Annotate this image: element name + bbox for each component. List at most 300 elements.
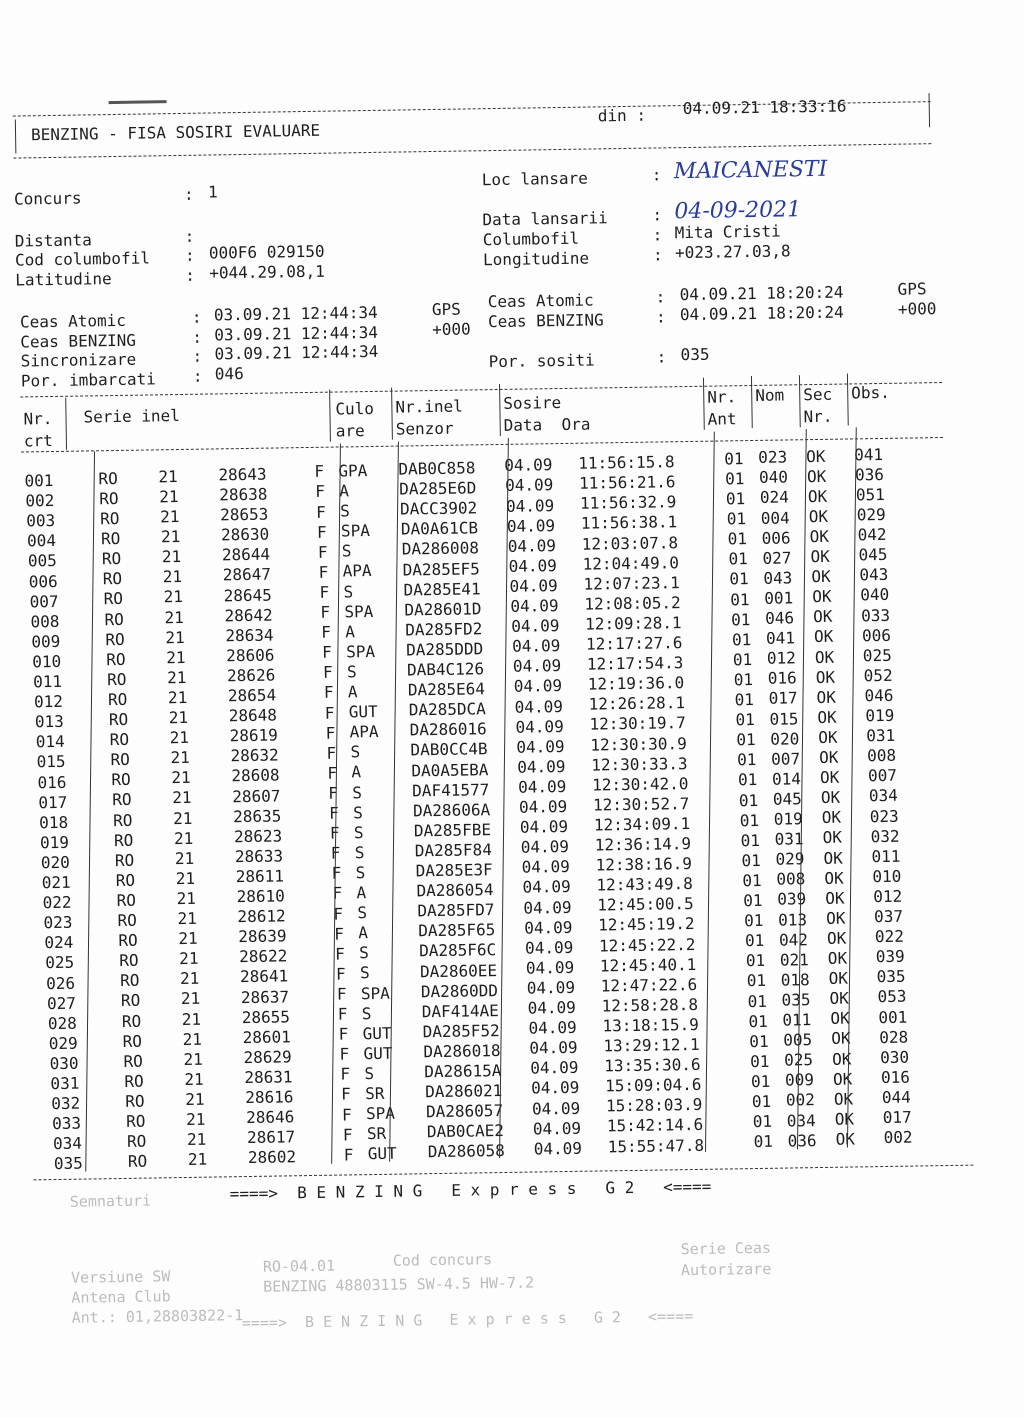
- table-cell: 014: [771, 769, 802, 789]
- table-cell: GUT: [362, 1023, 392, 1043]
- info-separator: :: [651, 165, 662, 185]
- table-cell: 014: [35, 732, 65, 752]
- table-cell: 21: [173, 828, 194, 848]
- table-cell: 12:45:40.1: [599, 954, 697, 976]
- table-cell: 28631: [244, 1067, 293, 1087]
- faint-version-value: RO-04.01: [262, 1256, 336, 1276]
- faint-brand: ====> B E N Z I N G E x p r e s s G 2 <====: [241, 1307, 694, 1333]
- table-cell: GUT: [363, 1043, 393, 1064]
- table-cell: S: [350, 742, 361, 762]
- table-cell: 020: [40, 852, 70, 873]
- table-cell: 21: [167, 687, 188, 708]
- table-cell: 022: [874, 926, 905, 947]
- table-cell: 041: [765, 628, 796, 648]
- table-cell: 04.09: [505, 475, 554, 496]
- table-cell: 04.09: [532, 1118, 582, 1139]
- table-cell: 04.09: [507, 535, 557, 556]
- table-cell: 053: [877, 987, 907, 1007]
- table-cell: F: [319, 582, 330, 602]
- table-cell: 01: [726, 509, 747, 529]
- table-cell: OK: [816, 687, 837, 707]
- table-cell: 046: [864, 685, 894, 706]
- table-cell: F: [318, 562, 329, 582]
- table-cell: 010: [32, 651, 62, 672]
- table-cell: 031: [774, 829, 804, 849]
- table-cell: 01: [742, 870, 762, 891]
- table-cell: DA285FD2: [405, 619, 483, 640]
- table-cell: 002: [785, 1090, 815, 1111]
- table-cell: 21: [187, 1149, 208, 1170]
- table-cell: 013: [34, 712, 64, 732]
- clock-label: Ceas Atomic: [19, 310, 127, 332]
- table-cell: 12:30:19.7: [589, 713, 687, 735]
- table-cell: 01: [738, 790, 759, 810]
- column-header-sec-nr: Sec: [803, 384, 833, 404]
- table-cell: 001: [24, 470, 54, 491]
- table-cell: 01: [743, 890, 763, 911]
- column-header-culoare-line2: are: [335, 421, 365, 441]
- table-cell: 030: [49, 1053, 79, 1074]
- table-cell: OK: [806, 466, 827, 486]
- table-cell: 28639: [238, 926, 287, 947]
- clock-value: 046: [214, 363, 244, 384]
- table-cell: 025: [862, 645, 892, 666]
- table-cell: OK: [818, 727, 838, 747]
- table-cell: 01: [724, 469, 745, 489]
- table-cell: 01: [731, 629, 752, 650]
- table-cell: 045: [772, 789, 802, 809]
- table-cell: RO: [120, 991, 141, 1011]
- table-cell: 041: [854, 444, 884, 465]
- table-cell: 031: [50, 1073, 80, 1094]
- table-cell: 04.09: [525, 957, 575, 978]
- table-cell: 01: [732, 649, 753, 670]
- column-header-nr-crt-line2: crt: [23, 430, 53, 451]
- table-cell: DA286057: [425, 1101, 504, 1122]
- table-cell: DA286054: [416, 880, 494, 901]
- header-date-label: din :: [597, 105, 647, 126]
- table-cell: 032: [870, 826, 900, 846]
- table-cell: F: [331, 863, 342, 884]
- table-cell: RO: [113, 810, 133, 830]
- table-cell: 21: [178, 928, 198, 949]
- column-header-sosire: Sosire: [503, 393, 562, 414]
- table-cell: GPA: [338, 461, 368, 481]
- table-cell: 029: [856, 504, 886, 525]
- table-cell: 28626: [226, 665, 276, 686]
- column-header-sec-nr-line2: Nr.: [803, 406, 833, 426]
- table-cell: 04.09: [509, 576, 558, 596]
- table-cell: OK: [817, 707, 837, 727]
- table-cell: 01: [725, 489, 746, 509]
- table-cell: DA0A5EBA: [411, 759, 489, 780]
- table-cell: 21: [169, 728, 190, 748]
- table-cell: 011: [871, 846, 901, 866]
- table-cell: 12:38:16.9: [595, 854, 693, 875]
- table-cell: OK: [828, 968, 849, 988]
- faint-contest-code: Cod concurs: [392, 1250, 493, 1270]
- table-cell: 032: [51, 1093, 81, 1114]
- info-value: +044.29.08,1: [209, 261, 325, 283]
- info-label: Concurs: [13, 188, 82, 209]
- table-cell: 04.09: [513, 676, 563, 697]
- table-cell: F: [322, 642, 332, 663]
- column-header-nr-inel-senzor-line2: Senzor: [395, 418, 454, 439]
- table-cell: 13:29:12.1: [603, 1034, 700, 1056]
- table-cell: 11:56:21.6: [579, 472, 676, 493]
- column-divider: [499, 384, 501, 436]
- table-cell: 007: [771, 749, 801, 769]
- table-cell: DA285FBE: [413, 819, 492, 841]
- table-cell: 21: [179, 969, 200, 989]
- table-cell: 21: [163, 587, 184, 607]
- table-cell: 04.09: [515, 716, 564, 737]
- table-cell: 15:09:04.6: [604, 1075, 702, 1096]
- table-cell: 035: [876, 966, 906, 987]
- table-cell: 12:26:28.1: [588, 693, 686, 714]
- table-cell: S: [357, 903, 368, 923]
- table-cell: RO: [106, 669, 127, 689]
- table-cell: 052: [863, 665, 893, 686]
- clock-separator: :: [656, 347, 667, 367]
- table-cell: S: [343, 581, 354, 602]
- table-cell: 21: [160, 527, 181, 547]
- table-cell: 04.09: [512, 656, 562, 677]
- table-cell: 011: [782, 1010, 812, 1030]
- table-cell: 04.09: [527, 997, 577, 1018]
- table-cell: 044: [881, 1087, 911, 1107]
- table-cell: SPA: [340, 521, 371, 541]
- table-cell: OK: [824, 868, 844, 888]
- table-cell: OK: [814, 647, 835, 667]
- table-cell: 008: [776, 869, 806, 890]
- table-cell: 12:43:49.8: [596, 874, 693, 895]
- column-divider: [391, 388, 393, 440]
- table-cell: F: [337, 1004, 348, 1024]
- table-cell: 15:28:03.9: [605, 1095, 703, 1116]
- table-cell: 12:19:36.0: [587, 673, 685, 694]
- table-cell: 027: [46, 993, 77, 1013]
- info-value: +023.27.03,8: [674, 241, 791, 263]
- table-cell: 28646: [245, 1107, 295, 1128]
- table-cell: 046: [765, 608, 795, 628]
- table-cell: 037: [873, 906, 904, 927]
- table-cell: F: [321, 622, 332, 642]
- table-cell: 034: [52, 1133, 83, 1154]
- table-cell: 034: [786, 1110, 816, 1131]
- table-cell: 04.09: [530, 1058, 579, 1078]
- table-cell: 040: [860, 585, 890, 605]
- table-cell: A: [339, 481, 350, 501]
- table-cell: F: [335, 964, 346, 984]
- table-cell: 008: [30, 611, 60, 632]
- table-cell: 006: [28, 571, 58, 591]
- table-cell: 028: [879, 1027, 909, 1047]
- table-cell: 12:30:33.3: [591, 753, 688, 775]
- table-cell: 12:17:27.6: [585, 633, 683, 654]
- table-cell: 035: [53, 1154, 83, 1174]
- table-cell: 28606: [226, 645, 275, 666]
- table-cell: 043: [859, 565, 889, 585]
- info-separator: :: [652, 245, 663, 265]
- table-cell: DA285F52: [422, 1020, 500, 1042]
- table-cell: RO: [115, 870, 136, 890]
- info-label: Cod columbofil: [14, 248, 151, 270]
- table-cell: F: [342, 1125, 353, 1145]
- table-cell: OK: [832, 1049, 852, 1069]
- table-cell: 026: [45, 973, 76, 993]
- table-cell: 042: [857, 525, 887, 545]
- clock-separator: :: [192, 346, 203, 366]
- table-cell: 004: [26, 531, 57, 551]
- table-cell: DA285E3F: [415, 860, 493, 881]
- table-cell: 28647: [222, 564, 272, 585]
- table-cell: F: [317, 542, 328, 562]
- column-header-nom: Nom: [755, 385, 785, 406]
- clock-separator: :: [191, 307, 202, 327]
- table-cell: SPA: [346, 641, 376, 662]
- table-cell: 04.09: [516, 736, 565, 757]
- table-cell: SR: [366, 1124, 387, 1144]
- column-header-serie-inel: Serie inel: [83, 406, 180, 427]
- table-cell: F: [341, 1084, 352, 1105]
- table-cell: F: [315, 482, 326, 502]
- table-cell: S: [341, 541, 352, 561]
- table-cell: 28655: [241, 1006, 291, 1027]
- table-cell: RO: [106, 649, 126, 669]
- table-cell: DA285E64: [407, 679, 486, 700]
- table-cell: 01: [749, 1031, 769, 1051]
- table-cell: RO: [102, 569, 123, 589]
- column-header-nr-inel-senzor: Nr.inel: [395, 396, 463, 417]
- column-header-nr-ant: Nr.: [707, 387, 737, 407]
- info-label: Latitudine: [15, 269, 112, 290]
- table-cell: S: [352, 782, 363, 802]
- table-cell: OK: [833, 1089, 854, 1109]
- table-cell: GUT: [348, 702, 378, 722]
- table-cell: 28642: [224, 605, 273, 625]
- clock-separator: :: [192, 327, 203, 347]
- table-cell: 04.09: [521, 857, 570, 878]
- table-cell: 011: [33, 671, 63, 692]
- table-cell: 21: [181, 1009, 202, 1029]
- table-cell: 04.09: [524, 917, 573, 938]
- info-separator: :: [185, 265, 196, 285]
- faint-antenna-label: Antena Club: [71, 1287, 171, 1307]
- table-cell: 11:56:38.1: [580, 512, 678, 534]
- table-cell: DAB4C126: [406, 659, 485, 680]
- table-cell: DA28606A: [412, 799, 491, 821]
- column-header-nr-ant-line2: Ant: [707, 409, 737, 429]
- table-cell: 04.09: [524, 937, 574, 958]
- table-cell: F: [332, 883, 343, 904]
- table-cell: 21: [166, 667, 187, 688]
- table-cell: RO: [114, 850, 135, 870]
- table-cell: 036: [854, 464, 885, 485]
- clock-value: 03.09.21 12:44:34: [213, 302, 378, 325]
- table-cell: DA285FD7: [417, 900, 495, 921]
- table-cell: 21: [171, 768, 191, 788]
- table-cell: 21: [158, 466, 178, 487]
- table-cell: 21: [159, 486, 179, 507]
- table-cell: OK: [822, 828, 843, 848]
- table-cell: OK: [807, 486, 828, 506]
- table-cell: RO: [107, 689, 128, 710]
- table-cell: 12:30:42.0: [591, 773, 689, 795]
- table-cell: 04.09: [505, 495, 555, 516]
- table-cell: SPA: [344, 601, 374, 622]
- table-cell: F: [335, 944, 345, 964]
- table-cell: 035: [781, 990, 811, 1010]
- table-cell: OK: [825, 888, 845, 908]
- table-cell: DA285F84: [414, 840, 493, 861]
- info-separator: :: [652, 225, 663, 245]
- table-cell: 04.09: [529, 1038, 578, 1058]
- table-cell: F: [341, 1104, 352, 1125]
- table-cell: OK: [813, 627, 834, 647]
- table-cell: 21: [173, 808, 193, 828]
- table-cell: 04.09: [522, 877, 571, 898]
- table-cell: DAF41577: [412, 779, 490, 801]
- table-cell: 04.09: [531, 1098, 581, 1119]
- table-cell: S: [359, 943, 369, 963]
- table-cell: 034: [868, 786, 898, 806]
- table-cell: 12:45:00.5: [597, 894, 694, 915]
- table-cell: 007: [867, 766, 898, 786]
- table-cell: 01: [724, 448, 744, 469]
- table-cell: OK: [812, 586, 832, 607]
- table-cell: DA2860DD: [420, 980, 499, 1001]
- clock-separator: :: [655, 287, 666, 307]
- table-cell: 12:08:05.2: [584, 592, 681, 614]
- table-cell: 04.09: [519, 817, 569, 837]
- table-cell: DA286021: [425, 1081, 503, 1102]
- table-cell: 28632: [230, 745, 279, 766]
- table-cell: 002: [25, 491, 55, 511]
- column-divider: [329, 390, 331, 442]
- info-label: Distanta: [14, 230, 92, 251]
- table-cell: 007: [29, 591, 59, 611]
- table-cell: 12:03:07.8: [581, 532, 679, 554]
- table-cell: 28637: [240, 986, 290, 1007]
- table-cell: 005: [783, 1030, 813, 1050]
- table-cell: 01: [750, 1071, 771, 1092]
- table-cell: 009: [784, 1070, 815, 1090]
- table-cell: 01: [747, 991, 768, 1011]
- clock-label: Ceas BENZING: [20, 330, 137, 352]
- table-cell: 005: [27, 551, 58, 571]
- table-cell: 016: [880, 1067, 911, 1087]
- table-cell: A: [358, 923, 369, 943]
- table-cell: SR: [365, 1083, 385, 1104]
- table-cell: 039: [875, 946, 905, 967]
- table-cell: 28643: [218, 464, 267, 485]
- table-cell: RO: [121, 1011, 142, 1031]
- table-cell: 031: [866, 725, 896, 746]
- table-cell: 016: [767, 668, 797, 689]
- table-cell: 11:56:32.9: [579, 492, 677, 514]
- table-cell: F: [340, 1064, 351, 1084]
- table-cell: OK: [806, 446, 826, 466]
- table-cell: RO: [125, 1091, 145, 1111]
- table-cell: 016: [37, 772, 67, 792]
- info-label: Loc lansare: [481, 168, 588, 190]
- table-cell: RO: [110, 750, 131, 770]
- table-cell: 15:55:47.8: [607, 1135, 705, 1156]
- table-cell: OK: [810, 546, 830, 567]
- faint-version-label: Versiune SW: [70, 1267, 171, 1287]
- table-cell: 01: [752, 1111, 773, 1132]
- table-cell: DA28601D: [404, 598, 482, 620]
- table-cell: OK: [808, 506, 829, 526]
- table-cell: F: [336, 984, 347, 1004]
- table-cell: 28648: [228, 705, 278, 726]
- table-cell: RO: [124, 1071, 144, 1091]
- table-cell: OK: [834, 1109, 855, 1129]
- header-bottom-border: [13, 143, 931, 158]
- table-cell: 01: [750, 1051, 770, 1071]
- table-cell: 029: [775, 849, 805, 869]
- table-cell: 025: [45, 953, 75, 973]
- header-right-border: [929, 93, 931, 127]
- column-header-obs: Obs.: [851, 382, 890, 403]
- table-cell: OK: [820, 787, 841, 808]
- table-cell: RO: [116, 890, 137, 910]
- table-cell: 21: [160, 507, 180, 527]
- info-label: Columbofil: [482, 228, 580, 250]
- table-cell: S: [359, 963, 370, 983]
- table-cell: DA286018: [423, 1040, 501, 1062]
- table-cell: DA285DCA: [408, 699, 486, 720]
- table-cell: 28608: [231, 765, 280, 786]
- table-cell: 12:45:19.2: [598, 914, 695, 935]
- table-cell: 12:58:28.8: [601, 994, 699, 1016]
- table-cell: 01: [729, 569, 749, 589]
- table-cell: RO: [99, 488, 119, 509]
- table-cell: 21: [182, 1029, 203, 1049]
- table-cell: 04.09: [520, 837, 570, 857]
- table-cell: 28635: [232, 806, 282, 826]
- table-cell: 21: [161, 547, 182, 567]
- table-cell: 11:56:15.8: [578, 452, 675, 473]
- table-cell: 024: [44, 933, 74, 953]
- info-separator: :: [184, 245, 195, 265]
- table-cell: 28653: [220, 504, 269, 525]
- table-cell: RO: [111, 770, 131, 790]
- column-header-sosire-line2: Data Ora: [503, 414, 591, 436]
- table-cell: OK: [819, 747, 839, 767]
- table-cell: 21: [180, 989, 201, 1009]
- table-cell: 021: [41, 872, 71, 893]
- table-cell: 01: [734, 690, 755, 710]
- column-divider: [65, 398, 67, 450]
- table-cell: 28610: [236, 886, 285, 907]
- table-cell: 023: [43, 912, 73, 933]
- table-cell: F: [327, 763, 338, 783]
- table-cell: 024: [759, 487, 790, 508]
- table-cell: F: [334, 924, 345, 944]
- table-cell: 033: [860, 605, 891, 625]
- table-cell: 01: [736, 730, 756, 750]
- clock-separator: :: [192, 366, 203, 386]
- info-separator: :: [183, 184, 194, 204]
- table-cell: 030: [880, 1047, 910, 1067]
- table-cell: 01: [727, 529, 748, 549]
- table-cell: 28607: [232, 785, 281, 806]
- table-cell: OK: [812, 607, 833, 627]
- table-cell: 033: [52, 1113, 82, 1134]
- faint-antenna-value: BENZING 48803115 SW-4.5 HW-7.2: [263, 1273, 535, 1296]
